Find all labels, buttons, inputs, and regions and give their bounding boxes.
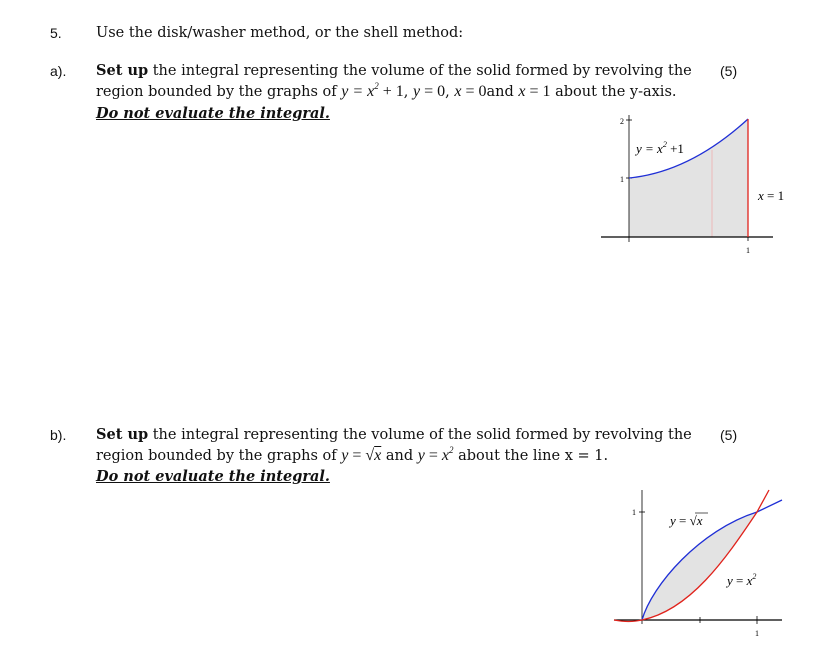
part-a-line2: region bounded by the graphs of $y = x^2 + 1$, y = 0, x = 0and x = 1 about the y-axis. — [96, 81, 677, 100]
part-b-and: and — [385, 448, 414, 464]
part-a-line2-suffix: about the y-axis. — [555, 84, 677, 100]
label-x-1: x = 1 — [758, 188, 785, 203]
part-b-line2-prefix: region bounded by the graphs of — [96, 448, 342, 464]
problem-number: 5. — [50, 25, 62, 41]
label-y-x2: $y = x^2$ — [727, 572, 757, 588]
part-b-label: b). — [50, 427, 67, 443]
setup-bold: Set up — [96, 62, 149, 79]
part-a-line2-prefix: region bounded by the graphs of — [96, 84, 342, 100]
instruction-text: Use the disk/washer method, or the shell method: — [96, 25, 464, 41]
part-a-label: a). — [50, 63, 67, 79]
a-x-tick-1: 1 — [746, 246, 750, 255]
equation-x-0: x = 0 — [454, 83, 487, 100]
a-y-tick-2: 2 — [620, 117, 624, 126]
part-a-note: Do not evaluate the integral. — [96, 105, 330, 122]
part-a-and: and — [486, 84, 514, 100]
b-y-tick-1: 1 — [632, 508, 636, 517]
part-b-points: (5) — [720, 427, 738, 443]
part-b-line2-suffix: about the line x = 1. — [458, 448, 609, 464]
equation-x-1: x = 1 — [518, 83, 551, 100]
b-x-tick-1: 1 — [755, 629, 759, 638]
a-y-tick-1: 1 — [620, 175, 624, 184]
equation-y-0: y = 0 — [412, 83, 446, 100]
part-a-line1-rest: the integral representing the volume of the solid formed by revolving the — [148, 63, 692, 79]
equation-y-x2-plus-1: $y = x^2 + 1$ — [341, 81, 404, 100]
part-b-line1-rest: the integral representing the volume of the solid formed by revolving the — [148, 427, 692, 443]
part-b-note: Do not evaluate the integral. — [96, 468, 330, 485]
shaded-region-b — [642, 512, 757, 620]
equation-y-sqrt-x: y = √x — [341, 447, 382, 464]
setup-bold: Set up — [96, 426, 149, 443]
label-y-x2-plus-1: $y = x^2 +1$ — [636, 140, 684, 156]
equation-y-x2: $y = x^2$ — [417, 445, 454, 464]
part-a-points: (5) — [720, 63, 738, 79]
label-y-sqrt-x: y = √x — [670, 513, 703, 528]
